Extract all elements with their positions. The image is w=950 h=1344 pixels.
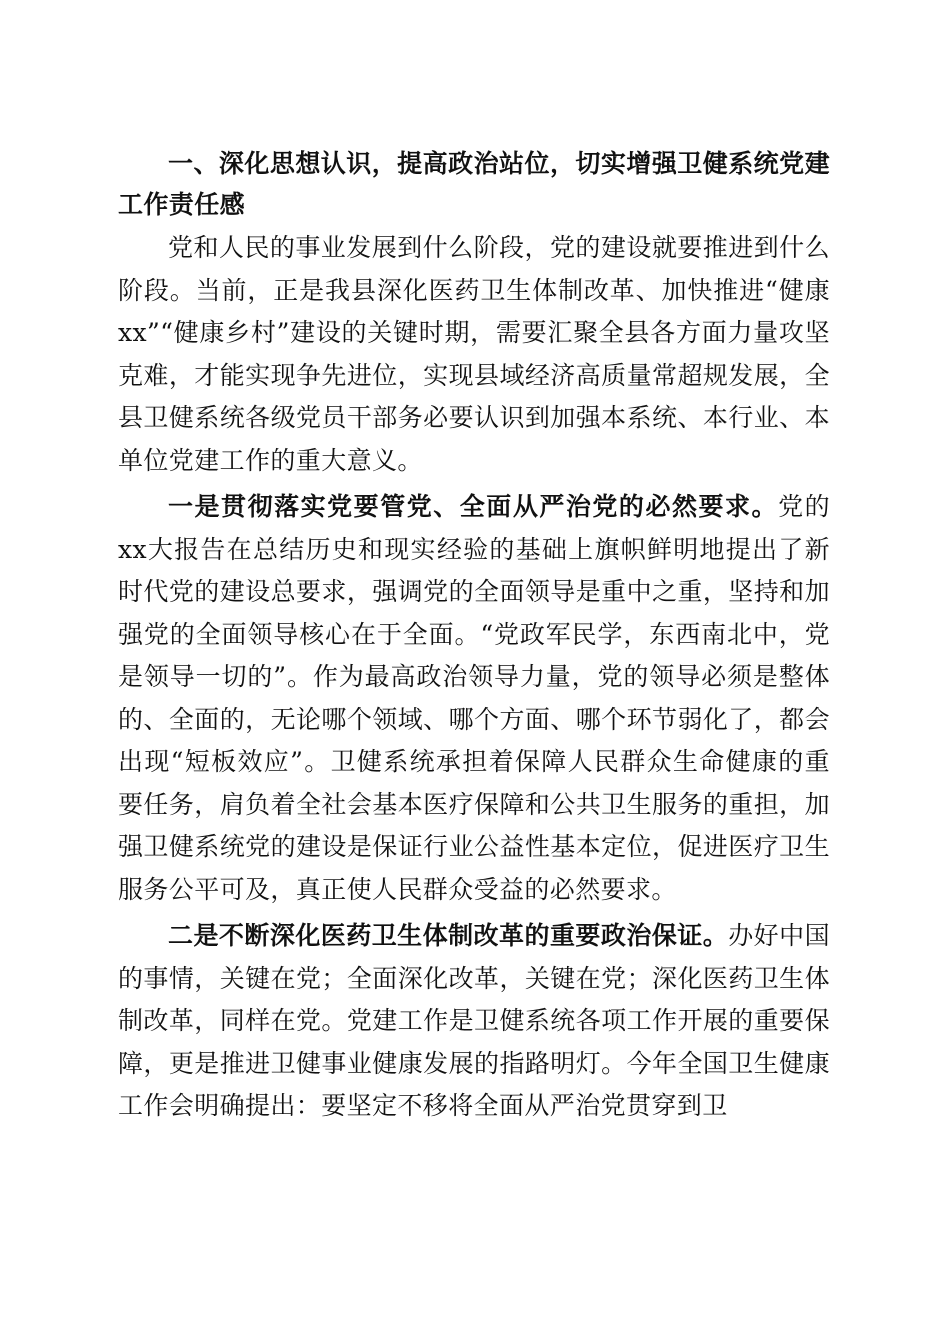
paragraph-3-text: 办好中国的事情，关键在党；全面深化改革，关键在党；深化医药卫生体制改革，同样在党。党建工作是卫健系统各项工作开展的重要保障，更是推进卫健事业健康发展的指路明灯。今年全国卫生健康工作会明确提出：要坚定不移将全面从严治党贯穿到卫 [118, 921, 830, 1120]
document-body [118, 143, 830, 1128]
section-heading: 一、深化思想认识，提高政治站位，切实增强卫健系统党建工作责任感 [118, 149, 830, 219]
paragraph-2-lead: 一是贯彻落实党要管党、全面从严治党的必然要求。 [168, 492, 779, 521]
paragraph-3 [118, 915, 830, 1128]
paragraph-1-text: 党和人民的事业发展到什么阶段，党的建设就要推进到什么阶段。当前，正是我县深化医药卫生体制改革、加快推进“健康xx”“健康乡村”建设的关键时期，需要汇聚全县各方面力量攻坚克难，才能实现争先进位，实现县域经济高质量常超规发展，全县卫健系统各级党员干部务必要认识到加强本系统、本行业、本单位党建工作的重大意义。 [118, 233, 830, 475]
paragraph-2-text: 党的xx大报告在总结历史和现实经验的基础上旗帜鲜明地提出了新时代党的建设总要求，强调党的全面领导是重中之重，坚持和加强党的全面领导核心在于全面。“党政军民学，东西南北中，党是领导一切的”。作为最高政治领导力量，党的领导必须是整体的、全面的，无论哪个领域、哪个方面、哪个环节弱化了，都会出现“短板效应”。卫健系统承担着保障人民群众生命健康的重要任务，肩负着全社会基本医疗保障和公共卫生服务的重担，加强卫健系统党的建设是保证行业公益性基本定位，促进医疗卫生服务公平可及，真正使人民群众受益的必然要求。 [118, 492, 830, 904]
paragraph-2 [118, 486, 830, 911]
paragraph-1 [118, 227, 830, 482]
paragraph-3-lead: 二是不断深化医药卫生体制改革的重要政治保证。 [168, 921, 729, 950]
